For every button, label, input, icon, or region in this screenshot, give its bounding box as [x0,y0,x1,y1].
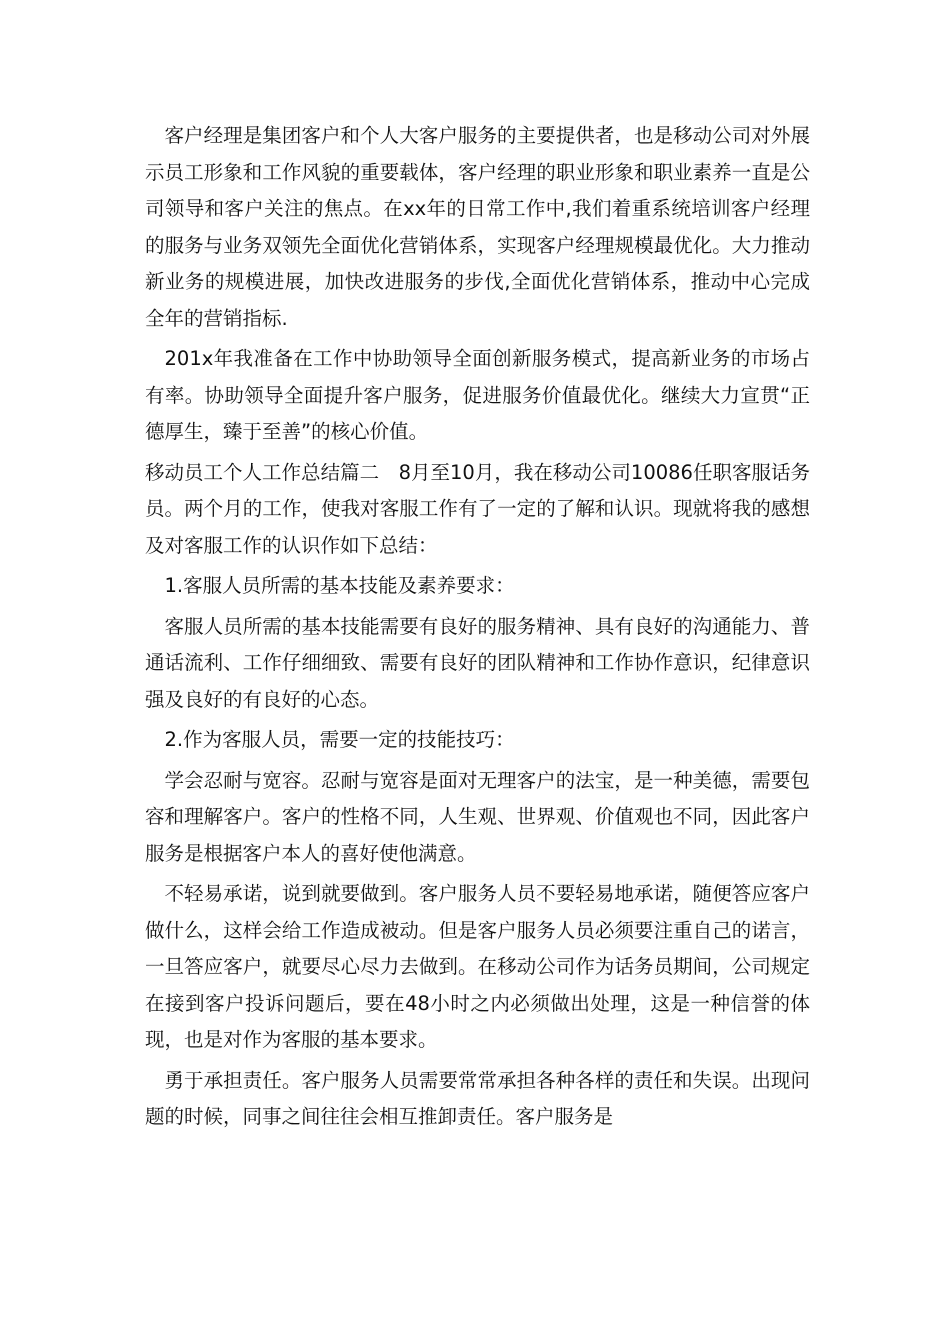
paragraph-promises: 不轻易承诺，说到就要做到。客户服务人员不要轻易地承诺，随便答应客户做什么，这样会给工作造成被动。但是客户服务人员必须要注重自己的诺言，一旦答应客户，就要尽心尽力去做到。在移动公司作为话务员期间，公司规定在接到客户投诉问题后，要在48小时之内必须做出处理，这是一种信誉的体现，也是对作为客服的基本要求。 [145,882,810,1051]
section-heading-basic-skills: 1.客服人员所需的基本技能及素养要求： [164,574,515,597]
paragraph-summary-intro: 移动员工个人工作总结篇二 8月至10月，我在移动公司10086任职客服话务员。两个月的工作，使我对客服工作有了一定的了解和认识。现就将我的感想及对客服工作的认识作如下总结： [145,460,810,557]
paragraph-responsibility: 勇于承担责任。客户服务人员需要常常承担各种各样的责任和失误。出现问题的时候，同事之间往往会相互推卸责任。客户服务是 [145,1068,810,1128]
section-heading-techniques: 2.作为客服人员，需要一定的技能技巧： [164,728,515,751]
paragraph-plan-201x: 201x年我准备在工作中协助领导全面创新服务模式，提高新业务的市场占有率。协助领导全面提升客户服务，促进服务价值最优化。继续大力宣贯“正德厚生，臻于至善”的核心价值。 [145,347,810,443]
paragraph-patience: 学会忍耐与宽容。忍耐与宽容是面对无理客户的法宝，是一种美德，需要包容和理解客户。客户的性格不同，人生观、世界观、价值观也不同，因此客户服务是根据客户本人的喜好使他满意。 [145,768,810,865]
document-body [145,118,810,1140]
paragraph-customer-manager: 客户经理是集团客户和个人大客户服务的主要提供者，也是移动公司对外展示员工形象和工作风貌的重要载体，客户经理的职业形象和职业素养一直是公司领导和客户关注的焦点。在xx年的日常工作中,我们着重系统培训客户经理的服务与业务双领先全面优化营销体系，实现客户经理规模最优化。大力推动新业务的规模进展，加快改进服务的步伐,全面优化营销体系，推动中心完成全年的营销指标. [145,124,810,330]
paragraph-basic-skills: 客服人员所需的基本技能需要有良好的服务精神、具有良好的沟通能力、普通话流利、工作仔细细致、需要有良好的团队精神和工作协作意识，纪律意识强及良好的有良好的心态。 [145,614,810,711]
